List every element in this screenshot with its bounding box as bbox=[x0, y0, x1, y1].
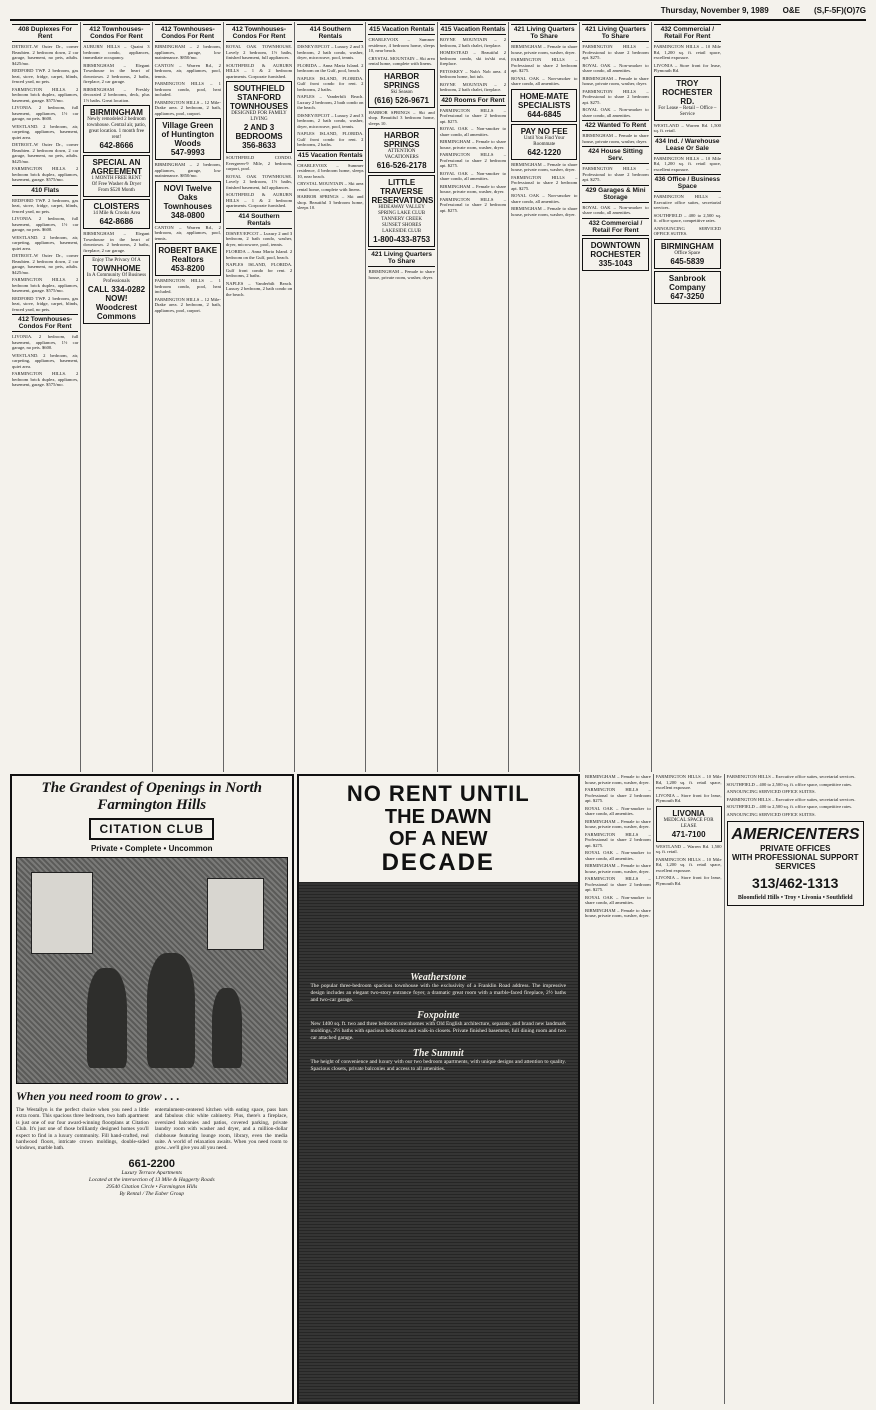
classified-ad: BIRMINGHAM – Female to share house, private room, washer, dryer. bbox=[585, 774, 651, 785]
classified-ad: FARMINGTON HILLS – Professional to share 2 bedroom apt. $275. bbox=[582, 166, 649, 182]
section-heading-southern: 414 Southern Rentals bbox=[297, 24, 363, 42]
classified-ad: BIRMINGHAM – Female to share house, private room, washer, dryer. bbox=[585, 907, 651, 918]
no-rent-ad bbox=[297, 774, 580, 1404]
troy-rochester-box bbox=[654, 76, 721, 121]
birmingham-office-box bbox=[654, 239, 721, 269]
column-7 bbox=[438, 22, 509, 772]
block-text: The height of convenience and luxury with our two bedroom apartments, with unique designs and attention to quality. Spacious closets, private balconies and access to all amenities. bbox=[310, 1059, 566, 1072]
classified-ad: FARMINGTON HILLS. 2 bedroom brick duplex, appliances, basement, garage. $575/mo. bbox=[12, 86, 79, 103]
section-heading-commercial: 432 Commercial / Retail For Rent bbox=[654, 24, 721, 42]
block-text: The popular three-bedroom spacious townhouse with the exclusivity of a Franklin Road address. The impressive design includes an elegant two-story entrance foyer, a dramatic great room with a marble-faced fireplace, 2½ baths and two-car garage. bbox=[310, 983, 566, 1003]
classified-ad: FARMINGTON HILLS – Professional to share 2 bedroom apt. $275. bbox=[585, 831, 651, 848]
classified-ad: BIRMINGHAM – Female to share house, private room, washer, dryer. bbox=[439, 183, 507, 194]
section-heading-livingq: 421 Living Quarters To Share bbox=[368, 249, 434, 267]
classified-ad: DISNEY/EPCOT – Luxury 2 and 3 bedroom, 2 bath condo, washer, dryer, microwave, pool, tennis. bbox=[225, 230, 293, 247]
no-rent-headline bbox=[299, 776, 578, 882]
box-phone: 644-6845 bbox=[527, 109, 562, 119]
classified-ad: NAPLES ISLAND, FLORIDA. Gulf front condo for rent. 2 bedrooms, 2 baths. bbox=[297, 131, 364, 147]
classified-ad: BOYNE MOUNTAIN – 2 bedroom, 2 bath chalet, fireplace. bbox=[439, 37, 507, 48]
box-text: MEDICAL SPACE FOR LEASE bbox=[663, 817, 714, 829]
lower-column-3 bbox=[725, 774, 867, 1404]
section-heading-housesit: 424 House Sitting Serv. bbox=[582, 146, 648, 164]
southfield-ad-box bbox=[226, 81, 292, 153]
citation-slogan: When you need room to grow . . . bbox=[16, 1089, 180, 1103]
village-green-ad-box bbox=[155, 118, 221, 160]
box-title: SOUTHFIELD STANFORD TOWNHOUSES bbox=[230, 84, 289, 111]
column-6 bbox=[366, 22, 437, 772]
box-title: LIVONIA bbox=[672, 808, 705, 818]
novi-ad-box bbox=[155, 181, 221, 223]
classified-ad: FARMINGTON HILLS. 2 bedroom brick duplex, appliances, basement, garage. $575/mo. bbox=[12, 371, 79, 387]
classified-ad: BIRMINGHAM – Female to share house, private room, washer, dryer. bbox=[582, 75, 649, 86]
classified-ad: SOUTHFIELD – 400 to 2,500 sq. ft. office space, competitive rates. bbox=[653, 212, 721, 223]
classified-ad: BIRMINGHAM – Female to share house, private room, washer, dryer. bbox=[511, 161, 578, 172]
pay-no-fee-box bbox=[511, 124, 577, 160]
classified-ad: BIRMINGHAM – Female to share house, private room, washer, dryer. bbox=[582, 133, 649, 144]
box-text: Newly remodeled 2 bedroom townhouse. Central air, patio, great location. 1 month free rent! bbox=[86, 117, 146, 140]
section-heading-wanted: 422 Wanted To Rent bbox=[582, 120, 648, 131]
box-line: 2 AND 3 BEDROOMS bbox=[235, 123, 283, 141]
classified-ad: FARMINGTON HILLS – 10 Mile Rd, 1,200 sq. ft. retail space, excellent exposure. bbox=[655, 856, 722, 873]
classified-ad: FARMINGTON HILLS – 1 bedroom condo, pool, heat included. bbox=[154, 278, 221, 294]
citation-body-col2: entertainment-centered kitchen with eating space, pass bars and fabulous chic white cabinetry. Plus, there's a fireplace, oversized balconies and patios, covered parking, private laundry room with washer and dryer, and a million-dollar clubhouse featuring lounge room, library, even the media suite. A world of relaxation awaits. When you need room to grow...we'll give you all you need. bbox=[154, 1107, 288, 1152]
box-title: BIRMINGHAM bbox=[660, 241, 714, 251]
box-title: HARBOR SPRINGS bbox=[383, 71, 420, 90]
classified-ad: FARMINGTON HILLS – Professional to share 2 bedroom apt. $275. bbox=[585, 787, 651, 803]
classified-ad: ANNOUNCING SERVICED OFFICE SUITES. bbox=[726, 811, 816, 817]
column-1 bbox=[10, 22, 81, 772]
downtown-rochester-box bbox=[582, 238, 648, 271]
box-phone: 547-9993 bbox=[170, 148, 205, 157]
classified-ad: BIRMINGHAM – Female to share house, private room, washer, dryer. bbox=[439, 139, 507, 150]
classified-ad: FARMINGTON HILLS – Professional to share 2 bedroom apt. $275. bbox=[582, 44, 649, 60]
box-title: BIRMINGHAM bbox=[90, 108, 143, 117]
classified-page bbox=[10, 6, 866, 1404]
box-text: For Lease – Retail – Office – Service bbox=[658, 105, 717, 117]
box-title: PAY NO FEE bbox=[520, 126, 568, 136]
special-offer-box bbox=[83, 155, 149, 197]
box-phone: 647-3250 bbox=[670, 291, 705, 301]
classified-ad: DETROIT–W Outer Dr., corner Beaubien. 2 bedroom down, 2 car garage, basement, no pets, adults. $425/mo. bbox=[12, 44, 79, 66]
box-text: In A Community Of Business Professionals bbox=[86, 273, 147, 284]
box-title: Village Green of Huntington Woods bbox=[161, 121, 214, 148]
lower-column-2 bbox=[654, 774, 725, 1404]
citation-body bbox=[16, 1107, 288, 1152]
citation-body-col1: The Westallyn is the perfect choice when you need a little extra room. This spacious three bedroom, two bath apartment is just one of our four award-winning floorplans at Citation Club. It's just one of those brilliantly designed homes you'll expect to find in a luxury community. Fill hand-crafted, real hardwood floors, intricate crown moldings, double-sided windows, marble bath. bbox=[16, 1107, 149, 1152]
section-heading-vacation: 415 Vacation Rentals bbox=[369, 26, 434, 33]
box-title: TOWNHOME bbox=[92, 264, 141, 273]
classified-ad: REDFORD TWP. 2 bedroom, gas heat, stove, fridge, carpet, blinds, fenced yard, no pets. bbox=[12, 68, 79, 84]
americenters-line: WITH PROFESSIONAL SUPPORT SERVICES bbox=[731, 853, 859, 871]
classified-ad: AUBURN HILLS – Quaint 3 bedroom condo, appliances, immediate occupancy. bbox=[83, 44, 150, 60]
classified-ad: SOUTHFIELD – 400 to 2,500 sq. ft. office space, competitive rates. bbox=[726, 804, 853, 809]
box-line: 1 MONTH FREE RENT bbox=[91, 176, 142, 181]
section-heading-vacation: 415 Vacation Rentals bbox=[440, 26, 506, 33]
citation-club-ad bbox=[10, 774, 294, 1404]
classified-ad: CHARLEVOIX – Summer residence, 4 bedroom home, sleeps 10, near beach. bbox=[297, 162, 364, 179]
weatherstone-block bbox=[311, 972, 566, 1004]
classified-ad: ROYAL OAK – Non-smoker to share condo, all amenities. bbox=[511, 193, 578, 204]
classified-ad: LIVONIA. 2 bedroom, full basement, appliances, 1½ car garage, no pets. $600. bbox=[12, 216, 79, 232]
classified-ad: BIRMINGHAM – Elegant Townhouse in the heart of downtown. 2 bedrooms, 2 baths, fireplace, 2 car garage. bbox=[83, 62, 150, 84]
section-heading-southern: 414 Southern Rentals bbox=[226, 211, 292, 229]
box-phone: 645-5839 bbox=[670, 256, 705, 266]
classified-ad: BIRMINGHAM – Freshly decorated 2 bedrooms, deck, plus 1½ baths. Great location. bbox=[83, 86, 150, 103]
classified-ad: REDFORD TWP. 2 bedroom, gas heat, stove, fridge, carpet, blinds, fenced yard, no pets. bbox=[12, 295, 79, 312]
classified-ad: ANNOUNCING SERVICED OFFICE SUITES. bbox=[726, 789, 816, 794]
photo-figure bbox=[147, 953, 195, 1068]
lower-right-columns bbox=[583, 774, 866, 1404]
classified-ad: FARMINGTON HILLS – 10 Mile Rd, 1,200 sq. ft. retail space, excellent exposure. bbox=[655, 774, 722, 790]
block-title: Foxpointe bbox=[417, 1010, 460, 1021]
section-heading-duplexes: 408 Duplexes For Rent bbox=[12, 24, 78, 42]
americenters-ad bbox=[727, 821, 865, 906]
box-title: CLOISTERS bbox=[93, 202, 140, 211]
classified-ad: FARMINGTON HILLS – Professional to share 2 bedroom apt. $275. bbox=[582, 88, 649, 105]
upper-classifieds bbox=[10, 22, 866, 772]
section-heading-office: 436 Office / Business Space bbox=[654, 176, 721, 190]
classified-ad: ROYAL OAK – Non-smoker to share condo, all amenities. bbox=[585, 805, 651, 816]
box-title: Sanbrook Company bbox=[668, 273, 706, 292]
traverse-reservations-box bbox=[368, 175, 434, 247]
classified-ad: SOUTHFIELD & AUBURN HILLS – 1 & 2 bedroom apartments. Corporate furnished. bbox=[225, 62, 293, 79]
summit-block bbox=[311, 1048, 566, 1073]
americenters-logo: AMERICENTERS bbox=[731, 826, 860, 843]
section-heading-rooms: 420 Rooms For Rent bbox=[441, 96, 505, 104]
box-text: Ski Season bbox=[390, 89, 413, 95]
box-text: Until You Find Your Roommate bbox=[523, 135, 565, 147]
section-heading-vacation: 415 Vacation Rentals bbox=[298, 151, 363, 159]
column-10 bbox=[652, 22, 723, 772]
classified-ad: FARMINGTON HILLS – Professional to share 2 bedroom apt. $275. bbox=[511, 57, 578, 73]
box-title: SPECIAL AN AGREEMENT bbox=[90, 158, 142, 176]
column-2 bbox=[81, 22, 152, 772]
box-title: ROBERT BAKE Realtors bbox=[158, 246, 218, 264]
classified-ad: NAPLES ISLAND, FLORIDA. Gulf front condo for rent. 2 bedrooms, 2 baths. bbox=[297, 75, 364, 92]
section-heading-townhouses: 412 Townhouses-Condos For Rent bbox=[12, 314, 78, 332]
classified-ad: LIVONIA – Store front for lease, Plymouth Rd. bbox=[655, 875, 722, 886]
classified-ad: DETROIT–W Outer Dr., corner Beaubien. 2 bedroom down, 2 car garage, basement, no pets, adults. $425/mo. bbox=[12, 253, 79, 275]
classified-ad: NAPLES – Vanderbilt Beach. Luxury 2 bedroom, 2 bath condo on the beach. bbox=[225, 280, 293, 297]
box-line: SUNSET SHORES bbox=[382, 223, 422, 228]
americenters-cities: Bloomfield Hills • Troy • Livonia • Southfield bbox=[737, 895, 853, 901]
townhome-ad-box bbox=[83, 255, 149, 324]
classified-ad: DETROIT–W Outer Dr., corner Beaubien. 2 bedroom down, 2 car garage, basement, no pets, adults. $425/mo. bbox=[12, 142, 79, 164]
classified-ad: FARMINGTON HILLS. 2 bedroom brick duplex, appliances, basement, garage. $575/mo. bbox=[12, 277, 79, 293]
box-line: TANNERY CREEK bbox=[381, 217, 422, 222]
classified-ad: FARMINGTON HILLS – 12 Mile-Drake area. 2 bedroom, 2 bath, appliances, pool, carport. bbox=[154, 99, 221, 116]
box-phone: 348-0800 bbox=[170, 210, 205, 220]
birmingham-ad-box bbox=[83, 105, 149, 153]
homemate-ad-box bbox=[511, 89, 577, 122]
column-3 bbox=[153, 22, 224, 772]
box-phone: CALL 334-0282 NOW! bbox=[87, 285, 146, 303]
citation-footer-2: Located at the intersection of 13 Mile & Haggerty Roads bbox=[88, 1176, 215, 1183]
classified-ad: HARBOR SPRINGS – Ski and shop. Beautiful 3 bedroom home, sleeps 10. bbox=[368, 109, 435, 126]
lower-column-1 bbox=[583, 774, 654, 1404]
classified-ad: ROYAL OAK – Non-smoker to share condo, all amenities. bbox=[582, 62, 649, 73]
header-page: (S,F-5F)(O)7G bbox=[814, 6, 866, 15]
section-heading-townhouses: 412 Townhouses-Condos For Rent bbox=[83, 24, 149, 42]
box-phone: 642-1220 bbox=[527, 147, 562, 157]
box-phone: 616-526-2178 bbox=[376, 161, 427, 170]
classified-ad: CRYSTAL MOUNTAIN – Ski area rental home, complete with linens. bbox=[297, 181, 364, 192]
box-phone: 1-800-433-8753 bbox=[373, 235, 431, 244]
citation-footer-1: Luxury Terrace Apartments bbox=[121, 1169, 182, 1176]
box-text: Enjoy The Privacy Of A bbox=[92, 258, 141, 263]
box-title: NOVI Twelve Oaks Townhouses bbox=[163, 183, 212, 211]
harbor-springs-ad-box bbox=[368, 69, 434, 108]
classified-ad: BIRMINGHAM – Female to share house, private room, washer, dryer. bbox=[585, 863, 651, 874]
box-text: Office Space bbox=[674, 250, 701, 256]
sanbrook-box bbox=[654, 271, 721, 304]
classified-ad: ROYAL OAK – Non-smoker to share condo, all amenities. bbox=[585, 850, 651, 861]
box-phone: 335-1043 bbox=[598, 258, 633, 268]
citation-photo bbox=[16, 857, 288, 1084]
classified-ad: ROYAL OAK – Non-smoker to share condo, all amenities. bbox=[582, 107, 649, 118]
citation-footer-3: 29540 Citation Circle • Farmington Hills bbox=[106, 1183, 198, 1190]
photo-window bbox=[31, 872, 93, 954]
citation-logo-text: CITATION CLUB bbox=[89, 818, 214, 840]
citation-logo bbox=[16, 818, 288, 840]
classified-ad: DISNEY/EPCOT – Luxury 2 and 3 bedroom, 2 bath condo, washer, dryer, microwave, pool, tennis. bbox=[297, 44, 364, 60]
section-heading-livingq: 421 Living Quarters To Share bbox=[511, 24, 577, 42]
classified-ad: LIVONIA – Store front for lease, Plymouth Rd. bbox=[655, 792, 722, 803]
classified-ad: BIRMINGHAM – Female to share house, private room, washer, dryer. bbox=[585, 818, 651, 829]
box-phone: (616) 526-9671 bbox=[374, 95, 429, 105]
box-title: HARBOR SPRINGS bbox=[383, 131, 420, 149]
header-date: Thursday, November 9, 1989 bbox=[660, 6, 769, 15]
classified-ad: FARMINGTON HILLS. 2 bedroom brick duplex, appliances, basement, garage. $575/mo. bbox=[12, 166, 79, 182]
classified-ad: WESTLAND – Warren Rd. 1,500 sq. ft. retail. bbox=[655, 843, 722, 854]
headline-line: THE DAWN bbox=[384, 806, 492, 828]
section-heading-flats: 410 Flats bbox=[12, 185, 78, 196]
box-phone: 356-8633 bbox=[242, 141, 276, 150]
column-4 bbox=[224, 22, 295, 772]
classified-ad: FARMINGTON HILLS – Executive office suites, secretarial services. bbox=[726, 796, 856, 802]
classified-ad: ROYAL OAK – Non-smoker to share condo, all amenities. bbox=[585, 894, 651, 905]
classified-ad: NAPLES ISLAND, FLORIDA. Gulf front condo for rent. 2 bedrooms, 2 baths. bbox=[225, 262, 293, 278]
classified-ad: ROYAL OAK TOWNHOUSE. Lovely 2 bedroom, 1½ baths, finished basement, full appliances. bbox=[225, 173, 293, 190]
section-heading-townhouses: 412 Townhouses-Condos For Rent bbox=[226, 24, 292, 42]
americenters-phone: 313/462-1313 bbox=[752, 875, 839, 891]
classified-ad: WESTLAND. 2 bedroom, air, carpeting, appliances, basement, quiet area. bbox=[12, 234, 79, 251]
classified-ad: FLORIDA – Anna Maria Island. 2 bedroom on the Gulf, pool, beach. bbox=[225, 249, 293, 260]
box-line: HIDEAWAY VALLEY bbox=[378, 205, 425, 210]
classified-ad: BIRMINGHAM – Female to share house, private room, washer, dryer. bbox=[368, 269, 435, 280]
box-text: DESIGNED FOR FAMILY LIVING bbox=[231, 111, 287, 122]
classified-ad: SOUTHFIELD & AUBURN HILLS – 1 & 2 bedroom apartments. Corporate furnished. bbox=[225, 192, 293, 208]
headline-line: DECADE bbox=[381, 849, 495, 876]
block-title: The Summit bbox=[412, 1048, 464, 1059]
classified-ad: FARMINGTON HILLS – 12 Mile-Drake area. 2 bedroom, 2 bath, appliances, pool, carport. bbox=[154, 296, 221, 313]
block-title: Weatherstone bbox=[410, 972, 467, 983]
column-5 bbox=[295, 22, 366, 772]
box-title: HOME-MATE SPECIALISTS bbox=[518, 91, 571, 110]
box-brand: Woodcrest Commons bbox=[95, 303, 138, 321]
classified-ad: ROYAL OAK – Non-smoker to share condo, all amenities. bbox=[511, 75, 578, 86]
classified-ad: CANTON – Warren Rd., 2 bedroom, air, appliances, pool, tennis. bbox=[154, 224, 221, 241]
classified-ad: FARMINGTON HILLS – Executive office suites, secretarial services. bbox=[653, 194, 721, 210]
section-heading-livingq: 421 Living Quarters To Share bbox=[582, 24, 648, 42]
box-phone: 642-8666 bbox=[99, 141, 134, 150]
section-heading-garages: 429 Garages & Mini Storage bbox=[582, 185, 648, 203]
classified-ad: BIRMINGHAM – 2 bedroom, appliances, garage, low maintenance. $850/mo. bbox=[154, 44, 221, 60]
headline-line: OF A NEW bbox=[389, 828, 488, 850]
box-line: Of Free Washer & Dryer bbox=[91, 182, 142, 187]
classified-ad: BIRMINGHAM – Female to share house, private room, washer, dryer. bbox=[511, 206, 578, 217]
box-line: From $520 Month bbox=[98, 188, 135, 193]
classified-ad: CRYSTAL MOUNTAIN – Ski area rental home, complete with linens. bbox=[368, 55, 435, 66]
classified-ad: ROYAL OAK – Non-smoker to share condo, all amenities. bbox=[439, 170, 507, 181]
classified-ad: PETOSKEY – Nub's Nob area. 4 bedroom home, hot tub. bbox=[439, 68, 507, 79]
classified-ad: WESTLAND – Warren Rd. 1,500 sq. ft. retail. bbox=[653, 122, 721, 133]
section-heading-townhouses: 412 Townhouses-Condos For Rent bbox=[155, 24, 221, 42]
classified-ad: BIRMINGHAM – 2 bedroom, appliances, garage, low maintenance. $850/mo. bbox=[154, 162, 221, 178]
classified-ad: WESTLAND. 2 bedroom, air, carpeting, appliances, basement, quiet area. bbox=[12, 352, 79, 369]
classified-ad: ROYAL OAK – Non-smoker to share condo, all amenities. bbox=[439, 126, 507, 137]
classified-ad: SOUTHFIELD CONDO. Evergreen-9 Mile, 2 bedroom, carport, pool. bbox=[225, 155, 293, 171]
citation-phone: 661-2200 bbox=[128, 1157, 175, 1170]
classified-ad: FARMINGTON HILLS – Professional to share 2 bedroom apt. $275. bbox=[439, 152, 507, 168]
classified-ad: HOMESTEAD – Beautiful 2 bedroom condo, ski in/ski out, fireplace. bbox=[439, 50, 507, 66]
classified-ad: FLORIDA – Anna Maria Island. 2 bedroom on the Gulf, pool, beach. bbox=[297, 62, 364, 73]
classified-ad: LIVONIA – Store front for lease, Plymouth Rd. bbox=[653, 62, 721, 73]
classified-ad: HARBOR SPRINGS – Ski and shop. Beautiful 3 bedroom home, sleeps 10. bbox=[297, 194, 364, 210]
classified-ad: FARMINGTON HILLS – 10 Mile Rd, 1,200 sq. ft. retail space, excellent exposure. bbox=[653, 44, 721, 60]
box-title: LITTLE TRAVERSE RESERVATIONS bbox=[371, 178, 434, 205]
classified-ad: LIVONIA. 2 bedroom, full basement, appliances, 1½ car garage, no pets. $600. bbox=[12, 334, 79, 350]
box-title: TROY ROCHESTER RD. bbox=[662, 78, 713, 106]
classified-ad: FARMINGTON HILLS – Professional to share 2 bedroom apt. $275. bbox=[439, 107, 507, 124]
classified-ad: DISNEY/EPCOT – Luxury 2 and 3 bedroom, 2 bath condo, washer, dryer, microwave, pool, tennis. bbox=[297, 112, 364, 129]
classified-ad: FARMINGTON HILLS – 10 Mile Rd, 1,200 sq. ft. retail space, excellent exposure. bbox=[653, 155, 721, 172]
block-text: New 1400 sq. ft. two and three bedroom townhomes with Old English architecture, separate, and brand new landmark moldings, 2½ baths with spacious bedrooms and walk-in closets. Private finished basement, full dining room and two car attached garage. bbox=[310, 1021, 566, 1041]
section-heading-commercial: 432 Commercial / Retail For Rent bbox=[582, 218, 648, 236]
classified-ad: NAPLES – Vanderbilt Beach. Luxury 2 bedroom, 2 bath condo on the beach. bbox=[297, 94, 364, 110]
classified-ad: BIRMINGHAM – Female to share house, private room, washer, dryer. bbox=[511, 44, 578, 55]
classified-ad: FARMINGTON HILLS – Professional to share 2 bedroom apt. $275. bbox=[585, 876, 651, 892]
classified-ad: CANTON – Warren Rd., 2 bedroom, air, appliances, pool, tennis. bbox=[154, 62, 221, 79]
box-phone: 642-8686 bbox=[99, 217, 134, 226]
box-line: SPRING LAKE CLUB bbox=[378, 211, 426, 216]
column-9 bbox=[580, 22, 651, 772]
classified-ad: FARMINGTON HILLS – Executive office suites, secretarial services. bbox=[726, 774, 856, 779]
classified-ad: ANNOUNCING SERVICED OFFICE SUITES. bbox=[653, 225, 721, 236]
headline-line: NO RENT UNTIL bbox=[346, 781, 530, 806]
classified-ad: ROYAL OAK TOWNHOUSE. Lovely 2 bedroom, 1½ baths, finished basement, full appliances. bbox=[225, 44, 293, 60]
citation-footer-4: By Rental / The Eaber Group bbox=[119, 1190, 184, 1197]
photo-figure bbox=[87, 968, 127, 1068]
column-8 bbox=[509, 22, 580, 772]
citation-tagline: Private • Complete • Uncommon bbox=[90, 844, 213, 853]
box-phone: 453-8200 bbox=[170, 264, 205, 273]
running-header bbox=[10, 6, 866, 21]
citation-headline: The Grandest of Openings in North Farmington Hills bbox=[41, 780, 262, 813]
livonia-medical-box bbox=[656, 806, 722, 842]
robert-bake-ad-box bbox=[155, 243, 221, 276]
classified-ad: REDFORD TWP. 2 bedroom, gas heat, stove, fridge, carpet, blinds, fenced yard, no pets. bbox=[12, 197, 79, 214]
cloisters-ad-box bbox=[83, 199, 149, 229]
classified-ad: SOUTHFIELD – 400 to 2,500 sq. ft. office space, competitive rates. bbox=[726, 781, 853, 787]
box-title: DOWNTOWN ROCHESTER bbox=[590, 240, 641, 259]
section-heading-indwarehouse: 434 Ind. / Warehouse Lease Or Sale bbox=[655, 137, 720, 152]
box-text: ATTENTION VACATIONERS bbox=[384, 149, 419, 160]
classified-ad: FARMINGTON HILLS – Professional to share 2 bedroom apt. $275. bbox=[511, 174, 578, 191]
americenters-line: PRIVATE OFFICES bbox=[760, 844, 831, 853]
box-text: 14 Mile & Crooks Area bbox=[92, 211, 141, 216]
box-phone: 471-7100 bbox=[671, 829, 706, 839]
classified-ad: FARMINGTON HILLS – 1 bedroom condo, pool, heat included. bbox=[154, 81, 221, 97]
classified-ad: BIRMINGHAM – Elegant Townhouse in the heart of downtown. 2 bedrooms, 2 baths, fireplace, 2 car garage. bbox=[83, 231, 150, 253]
classified-ad: FARMINGTON HILLS – Professional to share 2 bedroom apt. $275. bbox=[439, 196, 507, 213]
classified-ad: BOYNE MOUNTAIN – 2 bedroom, 2 bath chalet, fireplace. bbox=[439, 81, 507, 92]
lower-display-ads bbox=[10, 774, 866, 1404]
header-paper: O&E bbox=[782, 6, 800, 15]
photo-window bbox=[207, 878, 264, 950]
classified-ad: ROYAL OAK – Non-smoker to share condo, all amenities. bbox=[582, 204, 649, 215]
classified-ad: CHARLEVOIX – Summer residence, 4 bedroom home, sleeps 10, near beach. bbox=[368, 37, 435, 53]
box-line: LAKESIDE CLUB bbox=[382, 229, 422, 234]
classified-ad: LIVONIA. 2 bedroom, full basement, appliances, 1½ car garage, no pets. $600. bbox=[12, 105, 79, 121]
photo-figure bbox=[212, 988, 242, 1068]
foxpointe-block bbox=[311, 1010, 566, 1042]
classified-ad: WESTLAND. 2 bedroom, air, carpeting, appliances, basement, quiet area. bbox=[12, 123, 79, 140]
harbor-springs-attention-box bbox=[368, 128, 434, 173]
